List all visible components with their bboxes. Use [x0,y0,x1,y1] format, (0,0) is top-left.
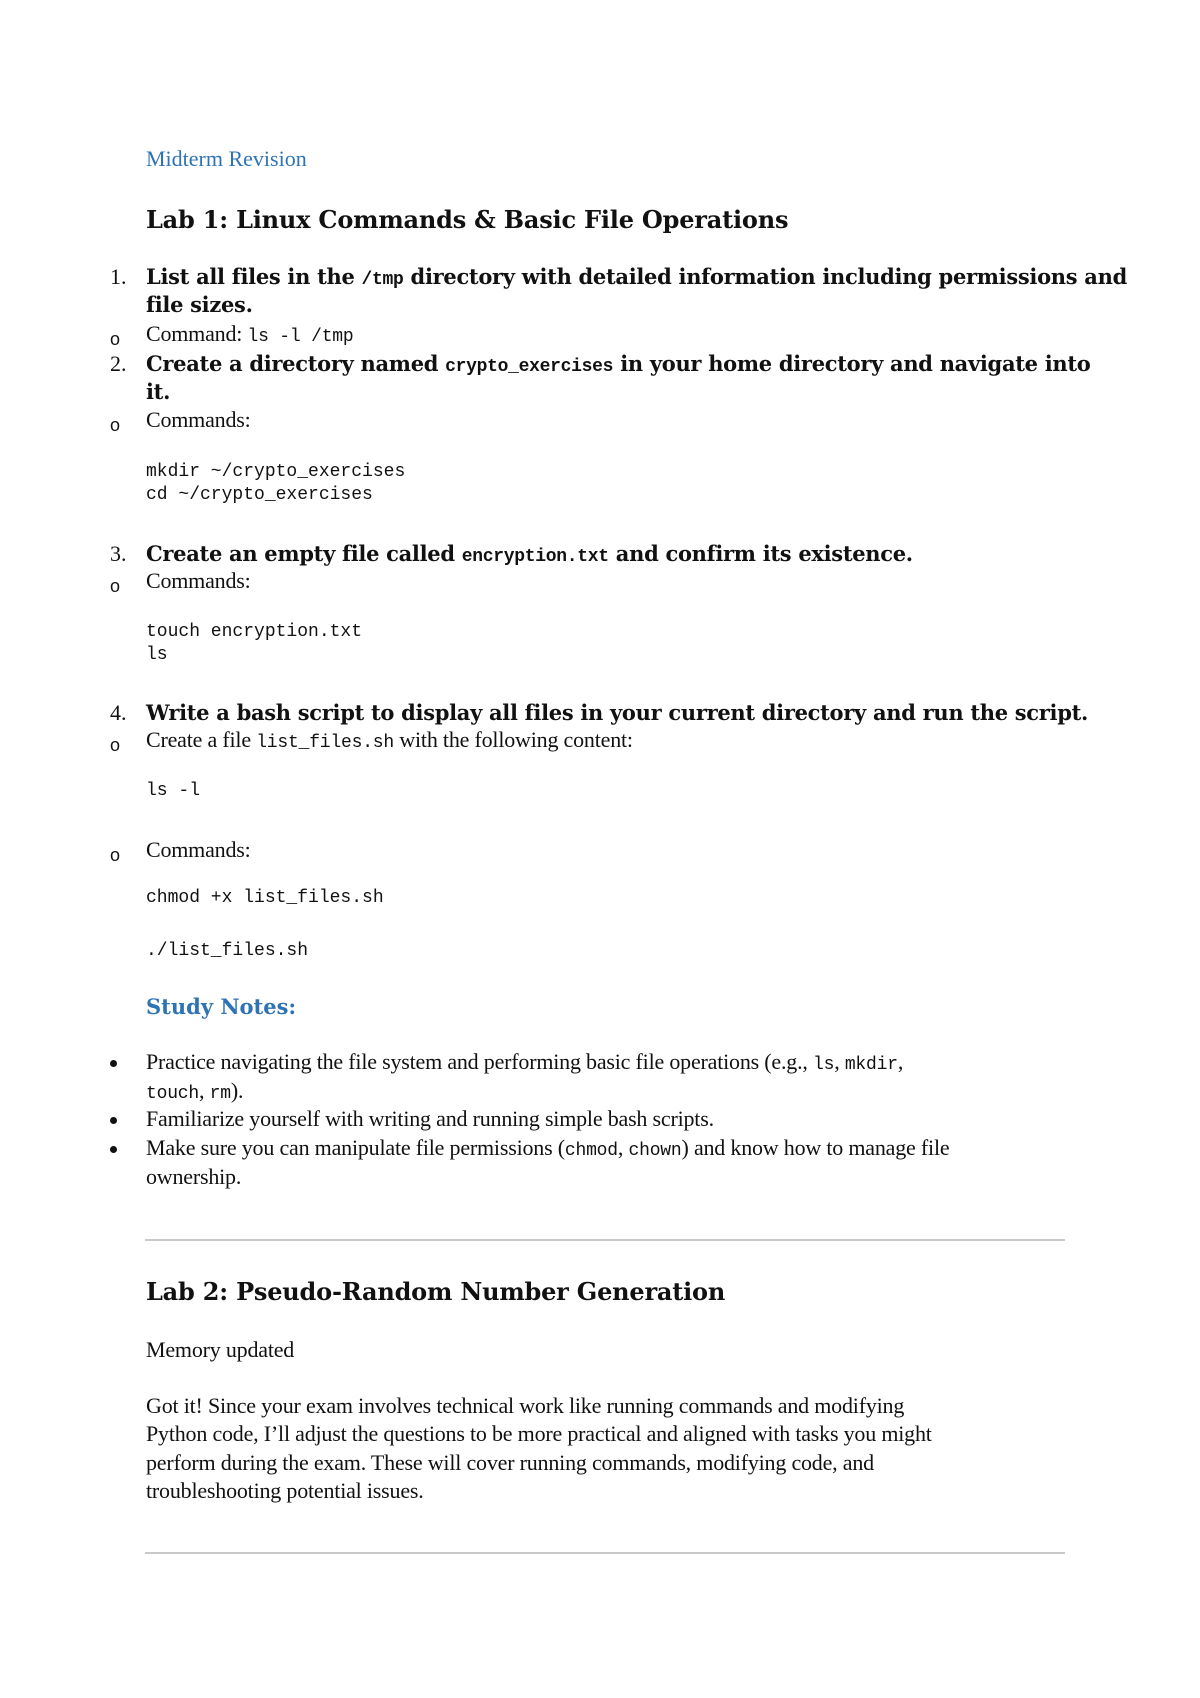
note-3-text: Make sure you can manipulate file permissions ( [146,1135,565,1160]
q4-sub1-marker: o [110,735,121,755]
note-1-code-touch: touch [146,1084,200,1104]
note-1-code-rm: rm [209,1084,231,1104]
q2-code-line-1: mkdir ~/crypto_exercises [146,462,406,482]
q4-sub1-code: list_files.sh [256,733,395,753]
note-1-text: Practice navigating the file system and performing basic file operations (e.g., [146,1049,813,1074]
note-1-line-1 [146,1049,903,1075]
q1-sub-label: Command: [146,321,248,346]
lab2-heading: Lab 2: Pseudo-Random Number Generation [146,1277,726,1306]
paragraph-line-4: troubleshooting potential issues. [146,1478,424,1503]
q1-text-a: List all files in the [146,264,362,289]
paragraph-line-1: Got it! Since your exam involves technical work like running commands and modifying [146,1393,905,1418]
q4-sub2-marker: o [110,845,121,865]
lab1-heading: Lab 1: Linux Commands & Basic File Operations [146,205,789,234]
q4-number: 4. [110,700,127,725]
note-1-sep: , [897,1049,904,1074]
q2-text [146,351,1090,377]
q2-sub-marker: o [110,415,121,435]
q2-sub-label: Commands: [146,407,251,432]
note-1-code-ls: ls [813,1055,835,1075]
q1-sub-code: ls -l /tmp [247,327,354,347]
q2-code-line-2: cd ~/crypto_exercises [146,485,373,505]
bullet-dot [110,1117,117,1124]
q2-number: 2. [110,351,127,376]
note-3-line-2: ownership. [146,1164,242,1189]
q3-number: 3. [110,541,127,566]
q1-text-c: file sizes. [146,292,253,317]
q3-code-line-2: ls [146,645,168,665]
q1-sub-command [146,321,354,347]
q3-text-b: and confirm its existence. [608,541,913,566]
q2-text-c: it. [146,379,171,404]
note-2: Familiarize yourself with writing and running simple bash scripts. [146,1106,714,1131]
bullet-dot [110,1060,117,1067]
q4-sub1-label-b: with the following content: [394,727,633,752]
q2-code: crypto_exercises [445,357,614,377]
note-3-line-1 [146,1135,949,1161]
paragraph-line-3: perform during the exam. These will cover running commands, modifying code, and [146,1450,874,1475]
memory-updated-text: Memory updated [146,1337,295,1362]
q3-text [146,541,913,567]
q4-text: Write a bash script to display all files in your current directory and run the script. [146,700,1089,725]
q4-code-line-2: ./list_files.sh [146,941,309,961]
q4-sub1-text [146,727,633,753]
study-notes-heading: Study Notes: [146,994,297,1019]
q1-sub-marker: o [110,329,121,349]
section-divider [145,1239,1065,1241]
q3-sub-label: Commands: [146,568,251,593]
q1-number: 1. [110,264,127,289]
note-1-code-mkdir: mkdir [844,1055,898,1075]
note-3-code-chmod: chmod [564,1141,618,1161]
note-1-sep: , [199,1078,210,1103]
q4-code-line-1: chmod +x list_files.sh [146,888,384,908]
q4-code-content: ls -l [146,781,201,801]
q1-code: /tmp [361,270,404,290]
q2-text-a: Create a directory named [146,351,446,376]
note-1-end: ). [230,1078,244,1103]
q1-text-b: directory with detailed information including permissions and [403,264,1127,289]
q3-code-line-1: touch encryption.txt [146,622,363,642]
note-3-text-b: ) and know how to manage file [681,1135,950,1160]
q4-sub1-label-a: Create a file [146,727,257,752]
q3-code: encryption.txt [461,547,609,567]
q3-sub-marker: o [110,576,121,596]
q4-sub2-label: Commands: [146,837,251,862]
section-divider [145,1552,1065,1554]
note-3-code-chown: chown [628,1141,682,1161]
paragraph-line-2: Python code, I’ll adjust the questions to be more practical and aligned with tasks you might [146,1421,932,1446]
note-3-sep: , [617,1135,629,1160]
q2-text-b: in your home directory and navigate into [613,351,1091,376]
q1-text [146,264,1127,290]
note-1-line-2 [146,1078,243,1104]
document-title: Midterm Revision [146,146,307,171]
q3-text-a: Create an empty file called [146,541,462,566]
bullet-dot [110,1146,117,1153]
note-1-sep: , [834,1049,845,1074]
